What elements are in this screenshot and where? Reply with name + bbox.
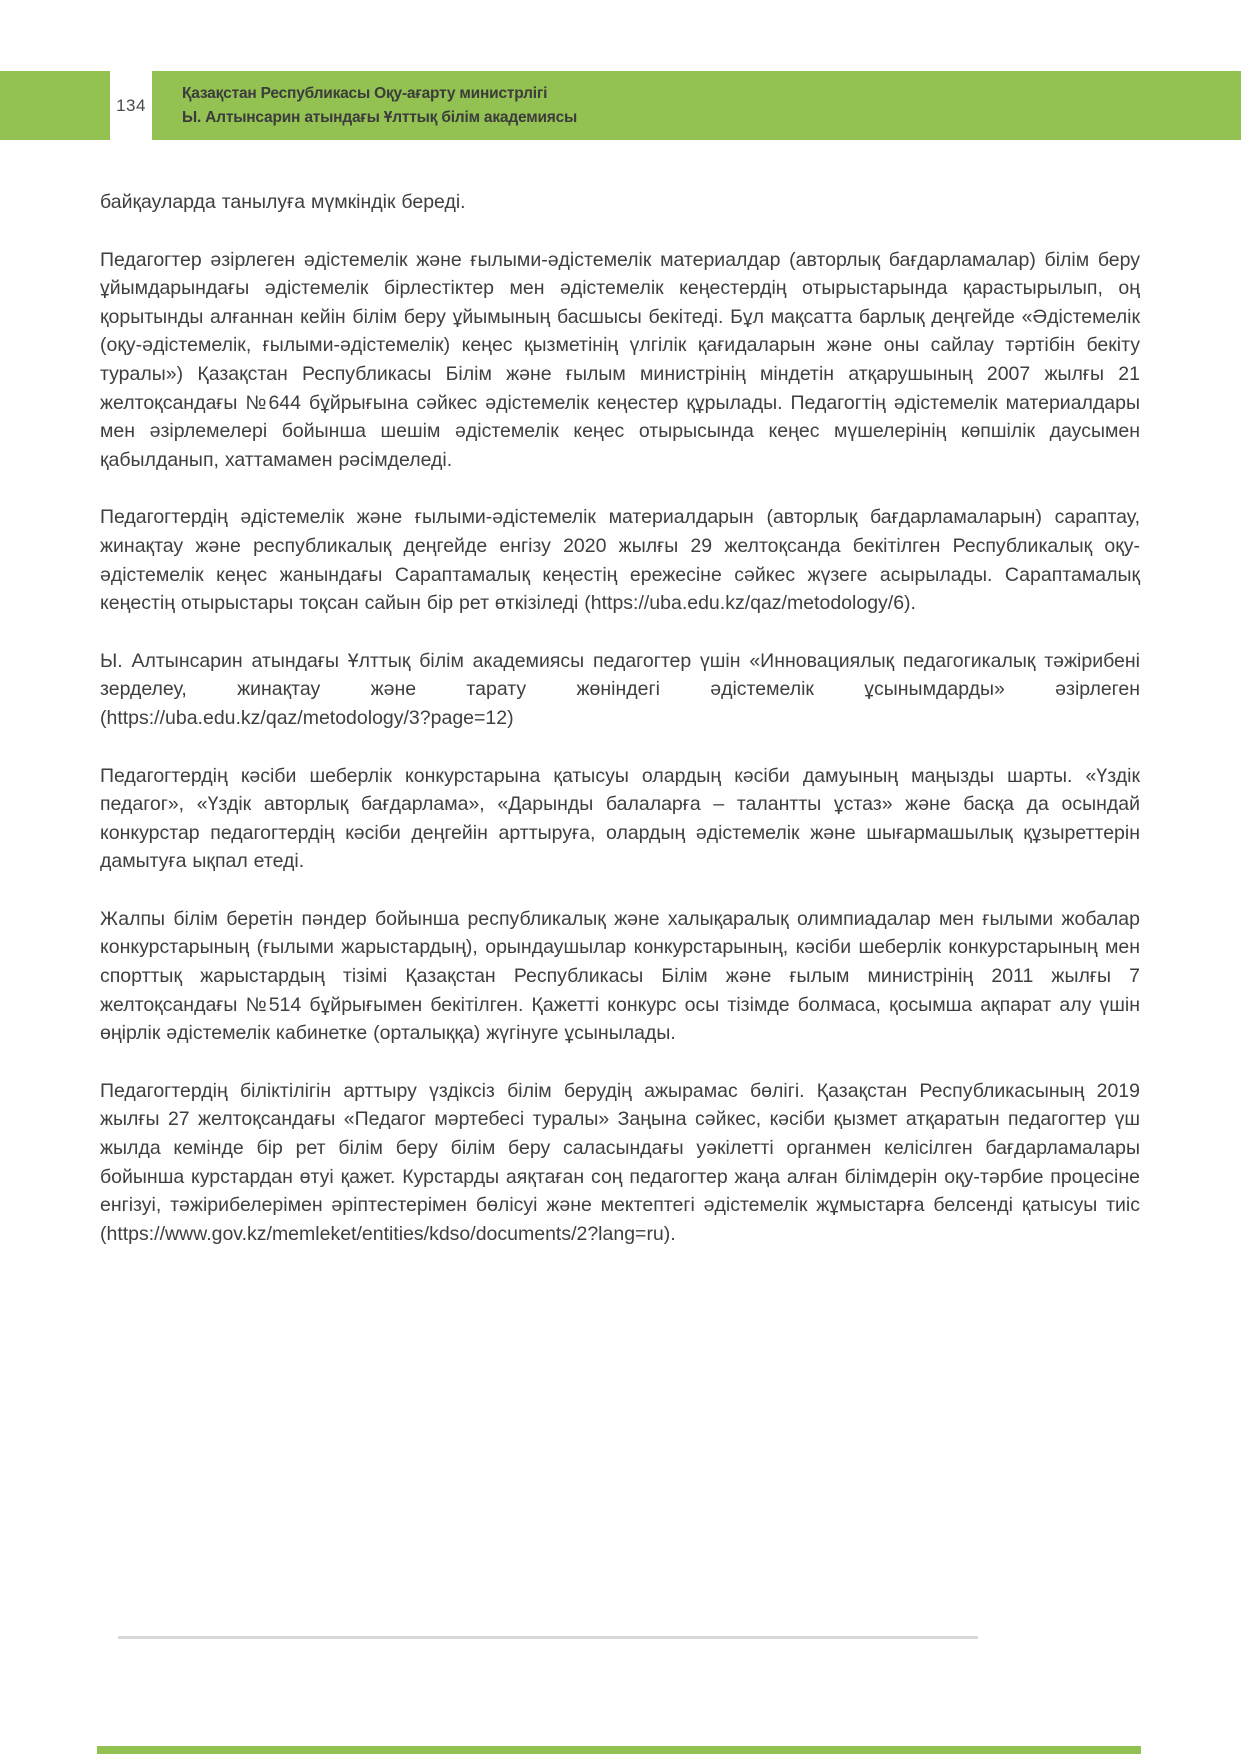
page-number: 134 — [116, 95, 146, 115]
header-line-academy: Ы. Алтынсарин атындағы Ұлттық білім академиясы — [182, 108, 578, 126]
body-paragraph: Педагогтердің кәсіби шеберлік конкурстарына қатысуы олардың кәсіби дамуының маңызды шарты. «Үздік педагог», «Үздік авторлық бағдарлама», «Дарынды балаларға – талантты ұстаз» және басқа да осындай конкурстар педагогтердің кәсіби деңгейін арттыруға, олардың әдістемелік және шығармашылық құзыреттерін дамытуға ықпал етеді. — [100, 764, 1140, 873]
body-paragraph: Педагогтердің біліктілігін арттыру үздіксіз білім берудің ажырамас бөлігі. Қазақстан Республикасының 2019 жылғы 27 желтоқсандағы «Педагог мәртебесі туралы» Заңына сәйкес, кәсіби қызмет атқаратын педагогтер үш жылда кемінде бір рет білім беру білім беру саласындағы уәкілетті органмен келісілген бағдарламалары бойынша курстардан өтуі қажет. Курстарды аяқтаған соң педагогтер жаңа алған білімдерін оқу-тәрбие процесіне енгізуі, тәжірибелерімен әріптестерімен бөлісуі және мектептегі әдістемелік жұмыстарға белсенді қатысуы тиіс (https://www.gov.kz/memleket/entities/kdso/documents/2?lang=ru). — [100, 1079, 1140, 1245]
next-page-green-strip — [97, 1746, 1141, 1754]
body-paragraph: Ы. Алтынсарин атындағы Ұлттық білім академиясы педагогтер үшін «Инновациялық педагогикалық тәжірибені зерделеу, жинақтау және тарату жөніндегі әдістемелік ұсынымдарды» әзірлеген (https://uba.edu.kz/qaz/metodology/3?page=12) — [100, 649, 1140, 729]
page-body — [100, 188, 1140, 1277]
body-paragraph: Педагогтердің әдістемелік және ғылыми-әдістемелік материалдарын (авторлық бағдарламаларын) сараптау, жинақтау және республикалық деңгейде енгізу 2020 жылғы 29 желтоқсанда бекітілген Республикалық оқу-әдістемелік кеңес жанындағы Сараптамалық кеңестің ережесіне сәйкес жүзеге асырылады. Сараптамалық кеңестің отырыстары тоқсан сайын бір рет өткізіледі (https://uba.edu.kz/qaz/metodology/6). — [100, 506, 1140, 615]
body-paragraph: байқауларда танылуға мүмкіндік береді. — [100, 191, 466, 213]
header-line-ministry: Қазақстан Республикасы Оқу-ағарту министрлігі — [182, 84, 548, 102]
header-left-green-block — [0, 71, 110, 140]
body-paragraph: Педагогтер әзірлеген әдістемелік және ғылыми-әдістемелік материалдар (авторлық бағдарламалар) білім беру ұйымдарындағы әдістемелік бірлестіктер мен әдістемелік кеңестердің отырыстарында қарастырылып, оң қорытынды алғаннан кейін білім беру ұйымының басшысы бекітеді. Бұл мақсатта барлық деңгейде «Әдістемелік (оқу-әдістемелік, ғылыми-әдістемелік) кеңес қызметінің үлгілік қағидаларын және оны сайлау тәртібін бекіту туралы») Қазақстан Республикасы Білім және ғылым министрінің міндетін атқарушының 2007 жылғы 21 желтоқсандағы №644 бұйрығына сәйкес әдістемелік кеңестер құрылады. Педагогтің әдістемелік материалдары мен әзірлемелері бойынша шешім әдістемелік кеңес отырысында кеңес мүшелерінің көпшілік даусымен қабылданып, хаттамамен рәсімделеді. — [100, 248, 1140, 471]
header-bar — [152, 71, 1241, 140]
body-paragraph: Жалпы білім беретін пәндер бойынша республикалық және халықаралық олимпиадалар мен ғылыми жобалар конкурстарының (ғылыми жарыстардың), орындаушылар конкурстарының, кәсіби шеберлік конкурстарының мен спорттық жарыстардың тізімі Қазақстан Республикасы Білім және ғылым министрінің 2011 жылғы 7 желтоқсандағы №514 бұйрығымен бекітілген. Қажетті конкурс осы тізімде болмаса, қосымша ақпарат алу үшін өңірлік әдістемелік кабинетке (орталыққа) жүгінуге ұсынылады. — [100, 907, 1140, 1045]
footer-divider — [118, 1636, 978, 1639]
